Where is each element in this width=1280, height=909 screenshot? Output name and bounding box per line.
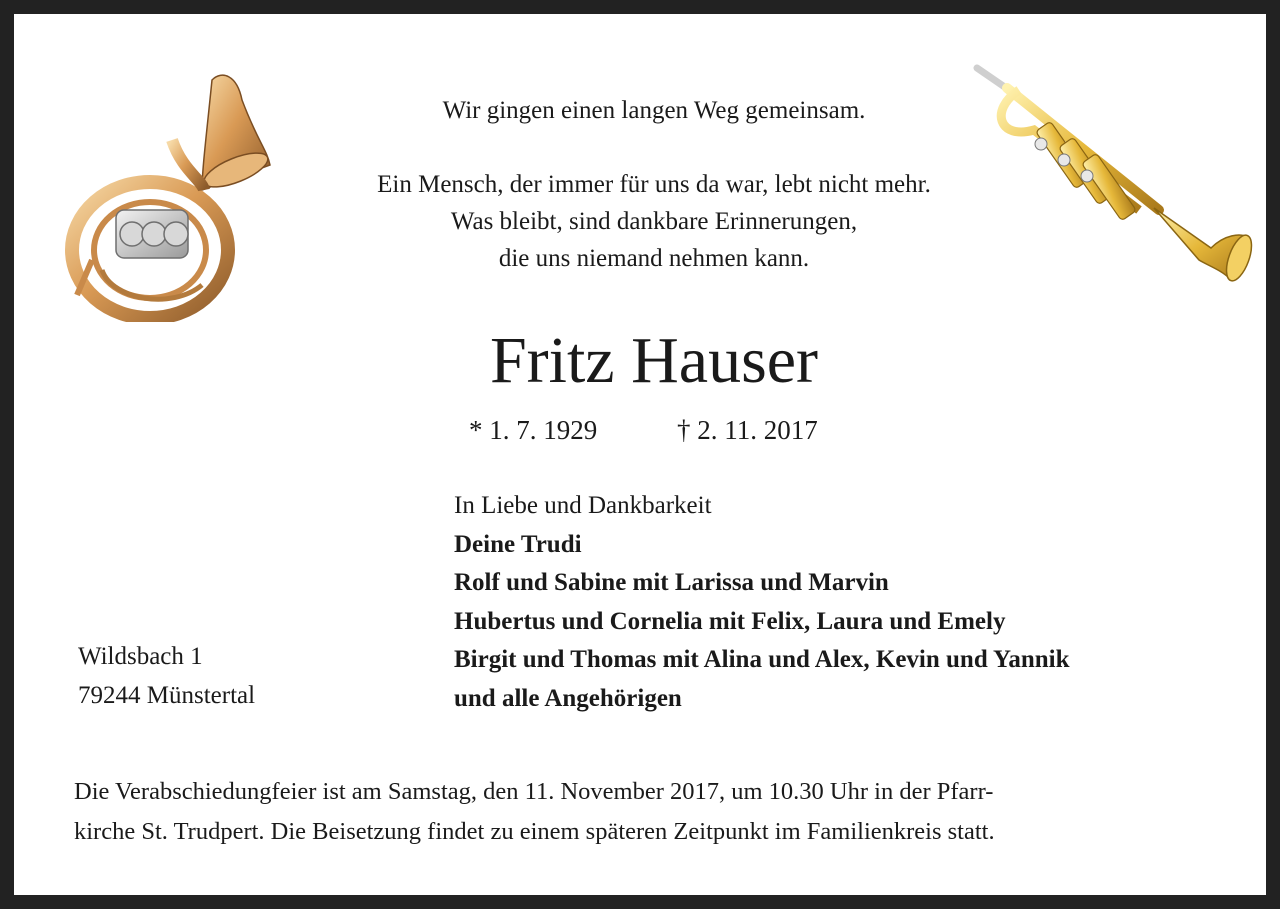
mourners-intro: In Liebe und Dankbarkeit — [454, 492, 712, 519]
quote-line-3: Was bleibt, sind dankbare Erinnerungen, — [450, 208, 858, 235]
birth-date: * 1. 7. 1929 — [469, 415, 598, 445]
mourners-list — [454, 487, 1070, 718]
mourner-name: Deine Trudi — [454, 530, 582, 558]
quote-line-1: Wir gingen einen langen Weg gemeinsam. — [442, 97, 866, 124]
quote-line-4: die uns niemand nehmen kann. — [498, 245, 810, 272]
address-street: Wildsbach 1 — [78, 643, 203, 670]
quote-line-2: Ein Mensch, der immer für uns da war, lebt nicht mehr. — [377, 171, 931, 198]
memorial-quote — [244, 92, 1064, 277]
mourner-name: Hubertus und Cornelia mit Felix, Laura und Emely — [454, 607, 1006, 635]
mourner-name: Rolf und Sabine mit Larissa und Marvin — [454, 569, 889, 596]
death-date: † 2. 11. 2017 — [677, 415, 818, 445]
tenor-horn-icon — [62, 70, 272, 322]
family-address — [78, 637, 255, 715]
notice-line-2: kirche St. Trudpert. Die Beisetzung findet zu einem späteren Zeitpunkt im Familienkreis statt. — [74, 818, 995, 845]
obituary-card — [14, 14, 1266, 895]
deceased-name: Fritz Hauser — [489, 324, 819, 397]
funeral-notice — [74, 772, 1234, 852]
notice-line-1: Die Verabschiedungfeier ist am Samstag, den 11. November 2017, um 10.30 Uhr in der Pfarr- — [74, 778, 994, 805]
address-city: 79244 Münstertal — [78, 682, 256, 709]
mourner-name: Birgit und Thomas mit Alina und Alex, Kevin und Yannik — [454, 646, 1070, 673]
mourner-name: und alle Angehörigen — [454, 684, 682, 712]
